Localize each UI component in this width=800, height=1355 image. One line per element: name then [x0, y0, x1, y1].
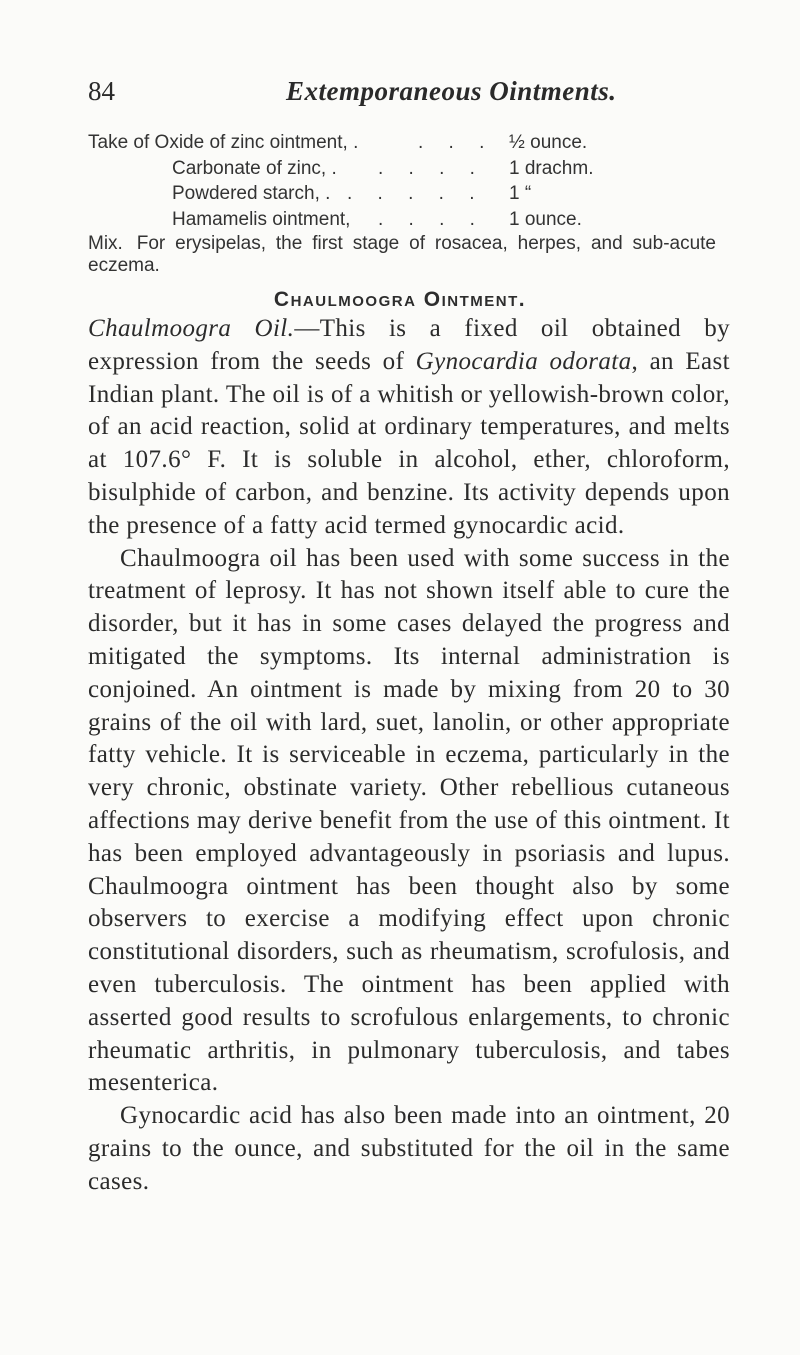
- species-name: Gynocardia odorata: [415, 347, 632, 375]
- mix-instructions: [88, 233, 716, 277]
- running-title: Extemporaneous Ointments.: [286, 76, 617, 106]
- ingredient-name: Carbonate of zinc, .: [172, 157, 337, 179]
- paragraph: Gynocardic acid has also been made into an ointment, 20 grains to the ounce, and substituted for the oil in the same cases.: [88, 1102, 730, 1195]
- recipe-row: [88, 132, 728, 158]
- paragraph-lead: Chaulmoogra Oil.: [88, 315, 295, 342]
- leader-dots: . . .: [418, 132, 495, 153]
- ingredient-name: Powdered starch, .: [172, 183, 331, 204]
- recipe-row: [88, 183, 728, 209]
- take-label: Take of: [88, 132, 150, 153]
- ingredient-quantity: 1 drachm.: [509, 157, 594, 179]
- ingredient-name: Hamamelis ointment,: [172, 208, 351, 230]
- page-number: 84: [88, 76, 115, 106]
- section-title: Chaulmoogra Ointment.: [273, 288, 527, 311]
- recipe-list: [88, 132, 728, 234]
- leader-dots: . . . .: [378, 208, 485, 230]
- leader-dots: . . . . .: [347, 183, 485, 204]
- paragraph: Chaulmoogra Oil.—This is a fixed oil obtained by expression from the seeds of Gynocardia odorata, an East Indian plant. The oil is of a whitish or yellowish-brown color, of an acid reaction, solid at ordinary temperatures, and melts at 107.6° F. It is soluble in alcohol, ether, chloroform, bisulphide of carbon, and benzine. Its activity depends upon the presence of a fatty acid termed gynocardic acid.: [88, 315, 731, 539]
- page-header: [88, 68, 728, 108]
- recipe-row: [88, 158, 728, 184]
- mix-label: Mix.: [88, 233, 123, 254]
- leader-dots: . . . .: [378, 157, 485, 179]
- ingredient-quantity: 1 ounce.: [509, 208, 582, 230]
- ingredient-quantity: 1 “: [509, 183, 532, 204]
- mix-text: For erysipelas, the first stage of rosacea, herpes, and sub-acute eczema.: [88, 233, 717, 276]
- ingredient-quantity: ½ ounce.: [509, 132, 588, 153]
- ingredient-name: Oxide of zinc ointment, .: [154, 132, 359, 153]
- body-text: [88, 313, 730, 1199]
- paragraph: Chaulmoogra oil has been used with some success in the treatment of leprosy. It has not shown itself able to cure the disorder, but it has in some cases delayed the progress and mitigated the symptoms. Its internal administration is conjoined. An ointment is made by mixing from 20 to 30 grains of the oil with lard, suet, lanolin, or other appropriate fatty vehicle. It is serviceable in eczema, particularly in the very chronic, obstinate variety. Other rebellious cutaneous affections may derive benefit from the use of this ointment. It has been employed advantageously in psoriasis and lupus. Chaulmoogra ointment has been thought also by some observers to exercise a modifying effect upon chronic constitutional disorders, such as rheumatism, scrofulosis, and even tuberculosis. The ointment has been applied with asserted good results to scrofulous enlargements, to chronic rheumatic arthritis, in pulmonary tuberculosis, and tabes mesenterica.: [88, 544, 730, 1097]
- recipe-row: [88, 209, 728, 235]
